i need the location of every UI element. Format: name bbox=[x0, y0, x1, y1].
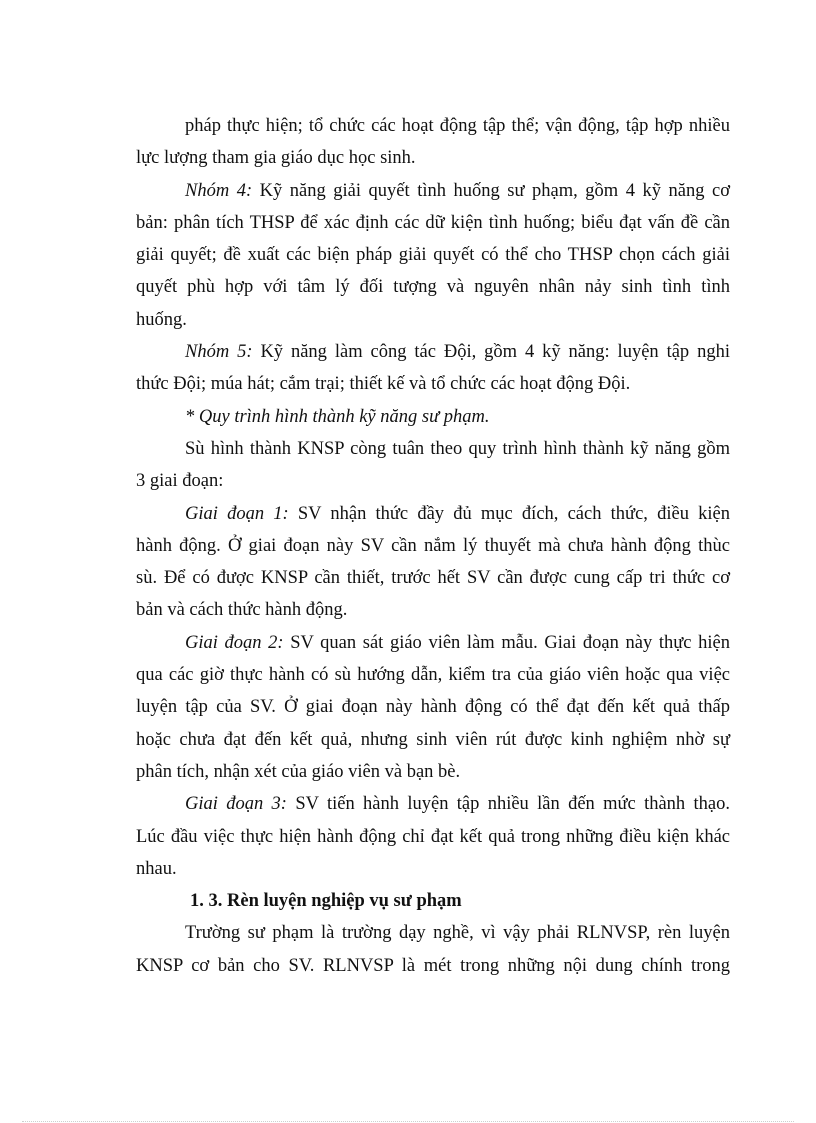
group-label: Nhóm 4: bbox=[185, 180, 253, 201]
text-line: Sù hình thành KNSP còng tuân theo quy trình hình thành kỹ năng gồm bbox=[185, 438, 730, 459]
line-content: Kỹ năng giải quyết tình huống sư phạm, gồm 4 kỹ năng cơ bbox=[252, 180, 730, 201]
page-bottom-border bbox=[22, 1121, 794, 1122]
text-line: thức Đội; múa hát; cắm trại; thiết kế và tổ chức các hoạt động Đội. bbox=[136, 374, 631, 395]
text-line: qua các giờ thực hành có sù hướng dẫn, kiểm tra của giáo viên hoặc qua việc bbox=[136, 665, 730, 686]
text-line: lực lượng tham gia giáo dục học sinh. bbox=[136, 148, 416, 169]
text-line bbox=[136, 175, 730, 207]
text-line: nhau. bbox=[136, 858, 177, 879]
line-content: SV nhận thức đầy đủ mục đích, cách thức, điều kiện bbox=[288, 503, 730, 524]
stage-label: Giai đoạn 3: bbox=[185, 794, 287, 815]
text-line: giải quyết; đề xuất các biện pháp giải quyết có thể cho THSP chọn cách giải bbox=[136, 245, 730, 266]
text-line: Lúc đầu việc thực hiện hành động chỉ đạt kết quả trong những điều kiện khác bbox=[136, 826, 730, 847]
group-label: Nhóm 5: bbox=[185, 342, 253, 363]
line-content: SV tiến hành luyện tập nhiều lần đến mức thành thạo. bbox=[286, 794, 730, 815]
text-line bbox=[136, 627, 730, 659]
section-heading: 1. 3. Rèn luyện nghiệp vụ sư phạm bbox=[190, 891, 462, 912]
text-line: KNSP cơ bản cho SV. RLNVSP là mét trong những nội dung chính trong bbox=[136, 955, 730, 976]
text-line: sù. Để có được KNSP cần thiết, trước hết SV cần được cung cấp tri thức cơ bbox=[136, 568, 730, 589]
stage-label: Giai đoạn 1: bbox=[185, 503, 289, 524]
text-line: luyện tập của SV. Ở giai đoạn này hành động có thể đạt đến kết quả thấp bbox=[136, 697, 730, 718]
text-line: pháp thực hiện; tổ chức các hoạt động tập thể; vận động, tập hợp nhiều bbox=[185, 116, 730, 136]
text-line: hoặc chưa đạt đến kết quả, nhưng sinh viên rút được kinh nghiệm nhờ sự bbox=[136, 729, 730, 750]
text-line: hành động. Ở giai đoạn này SV cần nắm lý thuyết mà chưa hành động thùc bbox=[136, 535, 730, 556]
text-line: huống. bbox=[136, 309, 187, 330]
stage-label: Giai đoạn 2: bbox=[185, 632, 284, 653]
text-line bbox=[136, 788, 730, 820]
text-line: quyết phù hợp với tâm lý đối tượng và nguyên nhân nảy sinh tình tình bbox=[136, 277, 730, 298]
text-line bbox=[136, 498, 730, 530]
line-content: Kỹ năng làm công tác Đội, gồm 4 kỹ năng: luyện tập nghi bbox=[252, 342, 730, 363]
text-line: phân tích, nhận xét của giáo viên và bạn bè. bbox=[136, 761, 461, 782]
section-subtitle: * Quy trình hình thành kỹ năng sư phạm. bbox=[185, 406, 490, 427]
body-text bbox=[136, 110, 730, 982]
line-content: SV quan sát giáo viên làm mẫu. Giai đoạn này thực hiện bbox=[283, 632, 730, 653]
text-line bbox=[136, 336, 730, 368]
text-line: bản và cách thức hành động. bbox=[136, 600, 348, 621]
text-line: Trường sư phạm là trường dạy nghề, vì vậy phải RLNVSP, rèn luyện bbox=[185, 923, 730, 944]
text-line: bản: phân tích THSP để xác định các dữ kiện tình huống; biểu đạt vấn đề cần bbox=[136, 212, 730, 233]
text-line: 3 giai đoạn: bbox=[136, 471, 224, 492]
